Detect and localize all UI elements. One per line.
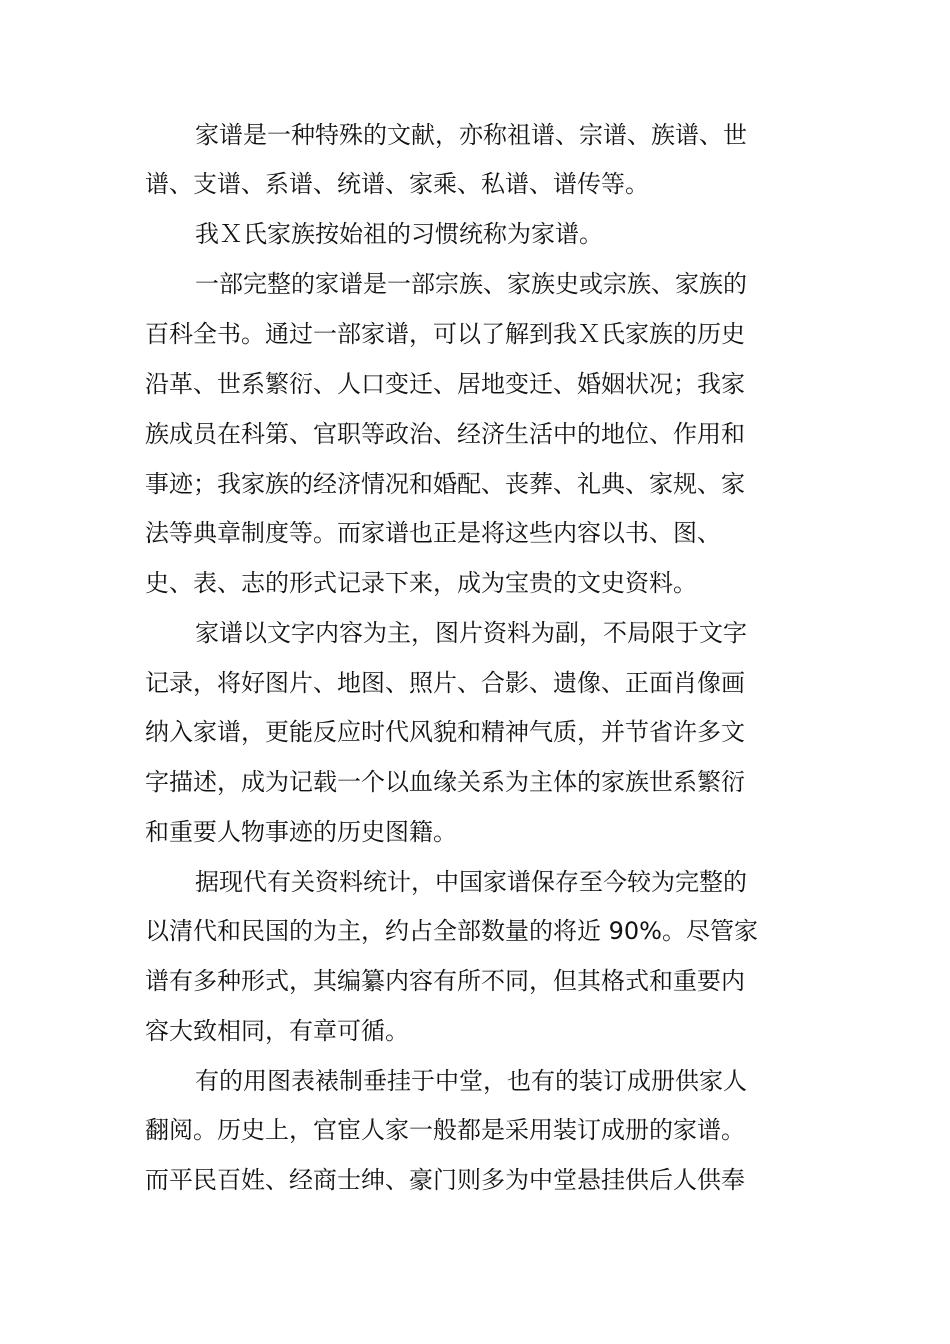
paragraph-6-line-1: 有的用图表裱制垂挂于中堂，也有的装订成册供家人 <box>195 1067 747 1095</box>
paragraph-5-line-3: 谱有多种形式，其编纂内容有所不同，但其格式和重要内 <box>145 967 745 995</box>
paragraph-3-line-2: 百科全书。通过一部家谱，可以了解到我Ｘ氏家族的历史 <box>145 320 745 348</box>
paragraph-4-line-2: 记录，将好图片、地图、照片、合影、遗像、正面肖像画 <box>145 669 745 697</box>
paragraph-3-line-1: 一部完整的家谱是一部宗族、家族史或宗族、家族的 <box>195 270 747 298</box>
paragraph-4-line-4: 字描述，成为记载一个以血缘关系为主体的家族世系繁衍 <box>145 768 745 796</box>
paragraph-6-line-2: 翻阅。历史上，官宦人家一般都是采用装订成册的家谱。 <box>145 1116 745 1144</box>
paragraph-3-line-3: 沿革、世系繁衍、人口变迁、居地变迁、婚姻状况；我家 <box>145 370 745 398</box>
paragraph-4-line-5: 和重要人物事迹的历史图籍。 <box>145 818 457 846</box>
paragraph-6-line-3: 而平民百姓、经商士绅、豪门则多为中堂悬挂供后人供奉 <box>145 1166 745 1194</box>
paragraph-4-line-3: 纳入家谱，更能反应时代风貌和精神气质，并节省许多文 <box>145 718 745 746</box>
paragraph-3-line-5: 事迹；我家族的经济情况和婚配、丧葬、礼典、家规、家 <box>145 470 745 498</box>
paragraph-5-line-4: 容大致相同，有章可循。 <box>145 1017 409 1045</box>
paragraph-3-line-6: 法等典章制度等。而家谱也正是将这些内容以书、图、 <box>145 519 721 547</box>
paragraph-5-line-2: 以清代和民国的为主，约占全部数量的将近 90%。尽管家 <box>145 917 758 945</box>
paragraph-3-line-4: 族成员在科第、官职等政治、经济生活中的地位、作用和 <box>145 420 745 448</box>
paragraph-4-line-1: 家谱以文字内容为主，图片资料为副，不局限于文字 <box>195 619 747 647</box>
paragraph-5-line-1: 据现代有关资料统计，中国家谱保存至今较为完整的 <box>195 868 747 896</box>
paragraph-3-line-7: 史、表、志的形式记录下来，成为宝贵的文史资料。 <box>145 569 697 597</box>
paragraph-1-line-1: 家谱是一种特殊的文献，亦称祖谱、宗谱、族谱、世 <box>195 121 747 149</box>
paragraph-1-line-2: 谱、支谱、系谱、统谱、家乘、私谱、谱传等。 <box>145 170 649 198</box>
paragraph-2-line-1: 我Ｘ氏家族按始祖的习惯统称为家谱。 <box>195 220 603 248</box>
